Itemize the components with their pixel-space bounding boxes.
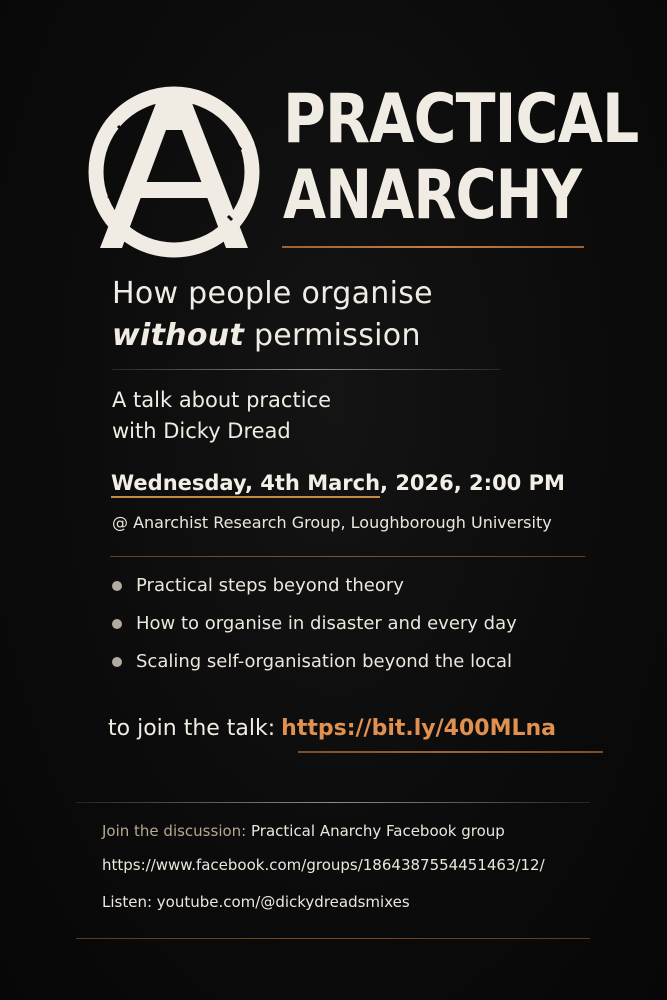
talk-points-list — [110, 573, 517, 687]
talk-description-line-2: with Dicky Dread — [112, 419, 291, 443]
join-talk-line — [108, 716, 556, 741]
talk-title-rest: permission — [244, 318, 421, 353]
event-date: Wednesday, 4th March — [111, 471, 380, 498]
bullet-icon — [112, 619, 122, 629]
logo-wordmark-line-1: PRACTICAL — [283, 80, 639, 159]
join-talk-label: to join the talk: — [108, 716, 276, 741]
footer-divider-top — [76, 802, 590, 803]
event-venue: @ Anarchist Research Group, Loughborough University — [112, 513, 552, 532]
talk-title-emphasis: without — [112, 318, 245, 353]
discussion-label: Join the discussion: — [102, 822, 247, 840]
event-datetime — [111, 471, 565, 495]
circled-a-icon — [78, 86, 270, 258]
listen-line — [102, 893, 410, 911]
listen-label: Listen: — [102, 893, 157, 911]
venue-divider — [110, 556, 585, 557]
discussion-value: Practical Anarchy Facebook group — [246, 822, 505, 840]
footer-divider-bottom — [76, 938, 590, 939]
facebook-group-link[interactable]: https://www.facebook.com/groups/1864387554451463/12/ — [102, 856, 545, 874]
event-time: , 2026, 2:00 PM — [380, 471, 565, 495]
logo-wordmark-line-2: ANARCHY — [283, 156, 582, 235]
list-item — [110, 649, 517, 687]
list-item-text: Practical steps beyond theory — [136, 575, 404, 596]
talk-title-line-2 — [112, 318, 421, 353]
talk-description-line-1: A talk about practice — [112, 388, 331, 412]
bullet-icon — [112, 581, 122, 591]
list-item — [110, 611, 517, 649]
join-link-underline — [298, 751, 603, 753]
youtube-link[interactable]: youtube.com/@dickydreadsmixes — [156, 893, 410, 911]
list-item — [110, 573, 517, 611]
logo-underline — [282, 246, 584, 248]
title-divider — [112, 369, 500, 370]
list-item-text: Scaling self-organisation beyond the local — [136, 651, 513, 672]
join-talk-link[interactable]: https://bit.ly/400MLna — [281, 716, 556, 741]
bullet-icon — [112, 657, 122, 667]
talk-title-line-1: How people organise — [112, 276, 433, 311]
discussion-line — [102, 822, 505, 840]
list-item-text: How to organise in disaster and every day — [136, 613, 517, 634]
